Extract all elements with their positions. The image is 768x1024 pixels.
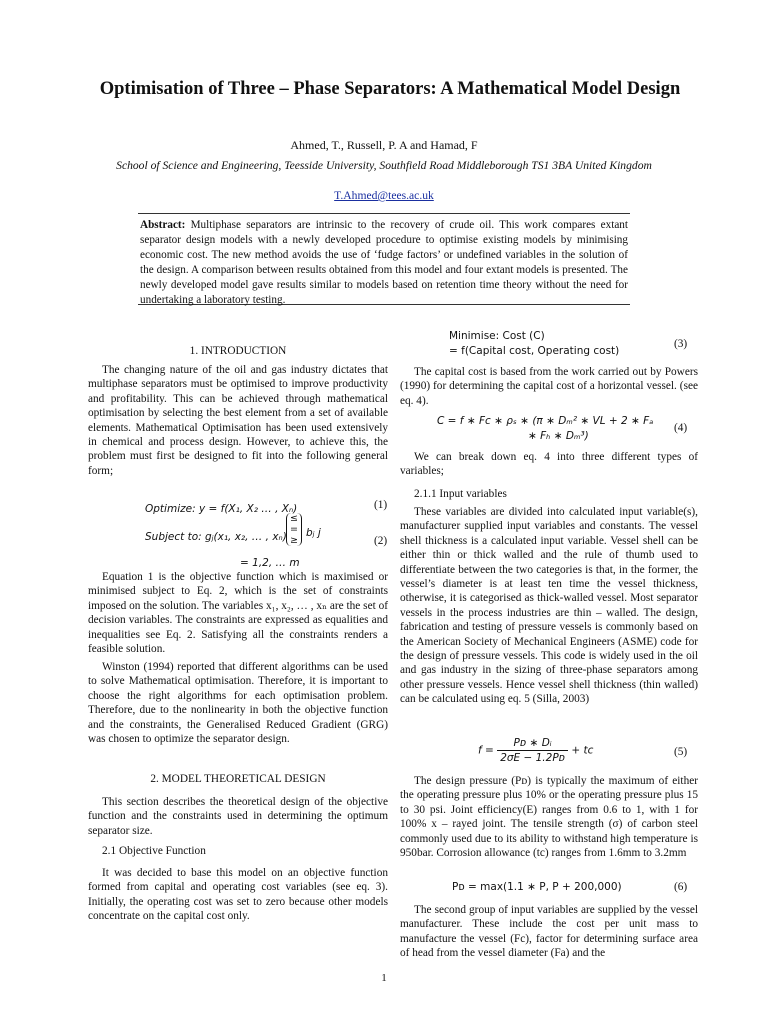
equation-6: Pᴅ = max(1.1 ∗ P, P + 200,000) bbox=[452, 881, 622, 893]
equation-4-number: (4) bbox=[674, 422, 688, 434]
page-number: 1 bbox=[381, 972, 387, 984]
equation-5-rhs: + tᴄ bbox=[571, 744, 594, 757]
section-2-heading: 2. MODEL THEORETICAL DESIGN bbox=[150, 773, 326, 785]
equation-4-line-1: C = f ∗ Fᴄ ∗ ρₛ ∗ (π ∗ Dₘ² ∗ VL + 2 ∗ Fₐ bbox=[437, 415, 654, 427]
intro-paragraph-2: Equation 1 is the objective function which is maximised or minimised subject to Eq. 2, which is the set of constraints imposed on the solution. The variables x₁, x₂, … , xₙ are the set of decision variables. The constraints are expressed as equalities and inequalities see Eq. 2. Satisfying all the constraints renders a feasible solution. bbox=[88, 571, 388, 656]
equation-6-number: (6) bbox=[674, 881, 688, 893]
paper-title: Optimisation of Three – Phase Separators: A Mathematical Model Design bbox=[99, 79, 681, 99]
equation-2-index: = 1,2, … m bbox=[240, 557, 300, 569]
equation-5-fraction bbox=[497, 736, 568, 765]
abstract-box bbox=[138, 213, 630, 305]
intro-paragraph-3: Winston (1994) reported that different algorithms can be used to solve Mathematical optimisation. Therefore, it is important to choose the right algorithms for each optimisation problem. Therefore, due to the nonlinearity in both the objective function and the constraints, the Generalised Reduced Gradient (GRG) was chosen to optimize the separator design. bbox=[88, 661, 388, 746]
subsection-2-1-1-heading: 2.1.1 Input variables bbox=[414, 488, 507, 500]
equation-1-text: Optimize: y = f(X₁, X₂ … , Xₙ) bbox=[145, 503, 298, 515]
equation-2-rhs: bⱼ j bbox=[306, 527, 321, 539]
equation-2-lhs: Subject to: gⱼ(x₁, x₂, … , xₙ) bbox=[145, 531, 287, 543]
equation-3-line-1: Minimise: Cost (C) bbox=[449, 330, 545, 342]
equation-3-number: (3) bbox=[674, 338, 688, 350]
left-column bbox=[88, 344, 388, 358]
equation-2-operators: ≤ = ≥ bbox=[286, 513, 302, 546]
equation-3-line-2: = f(Capital cost, Operating cost) bbox=[449, 345, 620, 357]
equation-4-line-2: ∗ Fₕ ∗ Dₘ³) bbox=[528, 430, 589, 442]
equation-2 bbox=[145, 527, 287, 545]
design-pressure-paragraph: The design pressure (Pᴅ) is typically the maximum of either the operating pressure plus 10% or the operating pressure plus 15 to 30 psi. Joint efficiency(E) ranges from 0.6 to 1, with 1 for 100% x – rayed joint. The tensile strength (σ) of carbon steel commonly used due to its ability to withstand high temperature is 950bar. Corrosion allowance (tc) ranges from 1.6mm to 3.2mm bbox=[400, 775, 698, 860]
theory-paragraph-1: This section describes the theoretical design of the objective function and the constraints used in determining the optimum separator size. bbox=[88, 796, 388, 837]
capital-cost-paragraph: The capital cost is based from the work carried out by Powers (1990) for determining the capital cost of a horizontal vessel. (see eq. 4). bbox=[400, 366, 698, 407]
manufacturer-paragraph: The second group of input variables are supplied by the vessel manufacturer. These include the cost per unit mass to manufacture the vessel (Fc), factor for determining surface area of head from the vessel diameter (Fa) and the bbox=[400, 904, 698, 960]
equation-5-number: (5) bbox=[674, 746, 688, 758]
equation-5 bbox=[478, 736, 593, 765]
equation-1 bbox=[145, 499, 297, 517]
equation-5-numerator: Pᴅ ∗ Dᵢ bbox=[497, 736, 568, 751]
authors: Ahmed, T., Russell, P. A and Hamad, F bbox=[290, 138, 478, 152]
equation-5-denominator: 2σE − 1.2Pᴅ bbox=[500, 752, 566, 764]
equation-2-number: (2) bbox=[374, 535, 388, 547]
equation-1-number: (1) bbox=[374, 499, 388, 511]
abstract-label: Abstract: bbox=[140, 219, 186, 231]
abstract-text: Multiphase separators are intrinsic to the recovery of crude oil. This work compares extant separator design models with a newly developed procedure to optimise existing models by minimising economic cost. The new method avoids the use of ‘fudge factors’ or undefined variables in the solution of the design. A comparison between results obtained from this model and four extant models is presented. The newly developed model gave results similar to models based on retention time theory without the need for undertaking a laboratory testing. bbox=[140, 219, 628, 306]
input-variables-paragraph: These variables are divided into calculated input variable(s), manufacturer supplied input variables and constants. The vessel shell thickness is a calculated input variable. Vessel shell can be either thin or thick walled and the rule of thumb used to differentiate between the two categories is that, in the former, the vessel’s diameter is at least ten time the vessel thickness, otherwise, it is categorised as thick-walled vessel. Most separator vessels in the process industries are thin – walled. The design, fabrication and testing of pressure vessels is commonly based on the American Society of Mechanical Engineers (ASME) code for the design of pressure vessels. This code is widely used in the oil and gas industry in the sizing of three-phase separators among other pressure vessels. Hence vessel shell thickness (thin walled) can be calculated using eq. 5 (Silla, 2003) bbox=[400, 506, 698, 706]
breakdown-paragraph: We can break down eq. 4 into three different types of variables; bbox=[400, 451, 698, 478]
intro-paragraph-1: The changing nature of the oil and gas industry dictates that multiphase separators must be optimised to improve productivity and profitability. This can be achieved through mathematical optimisation by selecting the best element from a set of available elements. Mathematical Optimisation has been used extensively in chemical and process design. However, to achieve this, the problem must first be designed to fit into the following general form; bbox=[88, 364, 388, 477]
section-1-heading: 1. INTRODUCTION bbox=[189, 345, 287, 357]
equation-5-lhs: f = bbox=[478, 744, 494, 757]
subsection-2-1-heading: 2.1 Objective Function bbox=[102, 845, 206, 857]
abstract bbox=[140, 218, 628, 308]
affiliation: School of Science and Engineering, Teesside University, Southfield Road Middleborough TS1 3BA United Kingdom bbox=[116, 159, 652, 172]
email-link[interactable]: T.Ahmed@tees.ac.uk bbox=[334, 189, 434, 202]
objective-paragraph: It was decided to base this model on an objective function formed from capital and operating cost variables (see eq. 3). Initially, the operating cost was set to zero because other models concentrate on the capital cost only. bbox=[88, 867, 388, 923]
